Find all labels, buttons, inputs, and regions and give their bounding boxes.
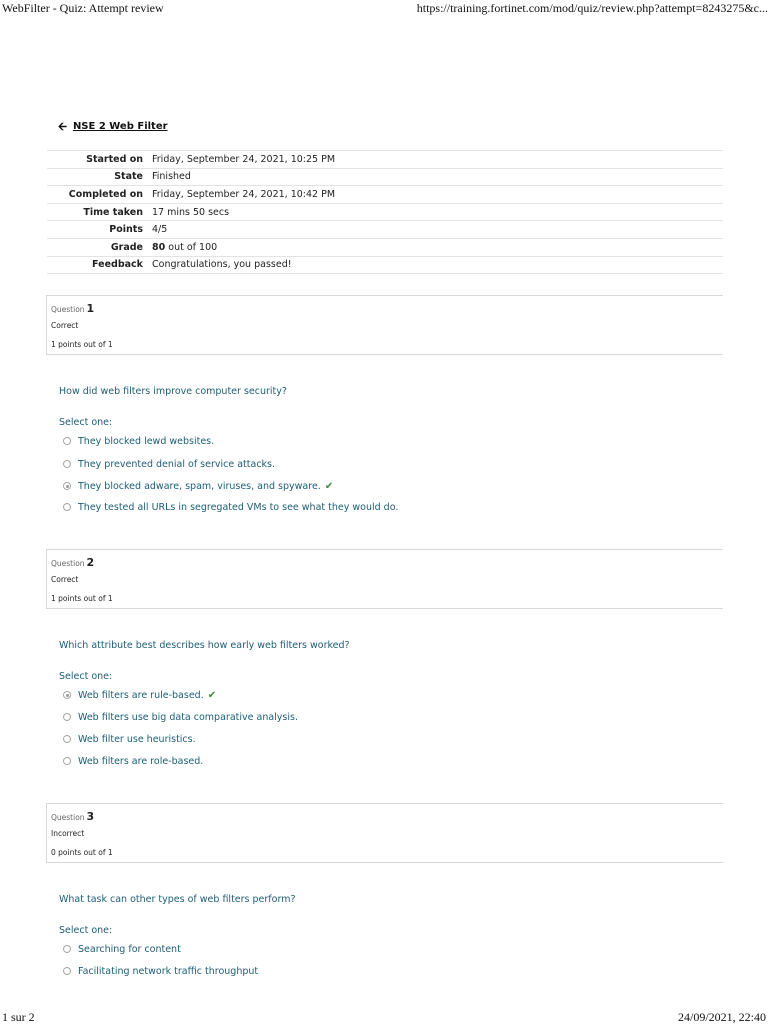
answer-option-label: Web filters are rule-based. — [78, 689, 204, 701]
summary-row-grade — [47, 238, 723, 256]
summary-row-points — [47, 221, 723, 239]
grade-out-of: out of 100 — [168, 241, 218, 253]
summary-label: Started on — [47, 151, 152, 169]
radio-button[interactable] — [63, 757, 71, 765]
grade-score: 80 — [152, 241, 166, 253]
radio-button[interactable] — [63, 437, 71, 445]
answer-option-label: Facilitating network traffic throughput — [78, 965, 259, 977]
radio-button-checked[interactable] — [63, 482, 71, 490]
question-number: Question 2 — [51, 556, 95, 569]
question-text: What task can other types of web filters perform? — [59, 894, 296, 905]
summary-value: 17 mins 50 secs — [152, 203, 723, 221]
summary-value — [152, 238, 723, 256]
answer-option-selected[interactable] — [63, 688, 216, 702]
answer-option[interactable] — [63, 457, 275, 471]
summary-value: 4/5 — [152, 221, 723, 239]
select-one-prompt: Select one: — [59, 671, 113, 682]
checkmark-icon: ✔ — [324, 480, 334, 492]
answer-option[interactable] — [63, 942, 181, 956]
summary-value: Congratulations, you passed! — [152, 256, 723, 274]
answer-option-label: Web filters use big data comparative analysis. — [78, 711, 298, 723]
question-text: Which attribute best describes how early web filters worked? — [59, 640, 350, 651]
answer-option-selected[interactable] — [63, 479, 333, 493]
question-number: Question 3 — [51, 810, 95, 823]
summary-row-feedback — [47, 256, 723, 274]
question-state: Incorrect — [51, 829, 85, 838]
answer-option-label: Searching for content — [78, 943, 181, 955]
question-info-box — [46, 549, 723, 609]
answer-option[interactable] — [63, 710, 298, 724]
print-datetime: 24/09/2021, 22:40 — [677, 1010, 766, 1024]
radio-button[interactable] — [63, 967, 71, 975]
select-one-prompt: Select one: — [59, 417, 113, 428]
summary-label: Feedback — [47, 256, 152, 274]
back-to-course-link[interactable] — [58, 121, 168, 132]
question-state: Correct — [51, 575, 79, 584]
print-page-number: 1 sur 2 — [2, 1010, 35, 1024]
answer-option-label: Web filter use heuristics. — [78, 733, 196, 745]
answer-option[interactable] — [63, 754, 203, 768]
question-info-box — [46, 803, 723, 863]
checkmark-icon: ✔ — [207, 689, 217, 701]
summary-row-state — [47, 168, 723, 186]
summary-value: Friday, September 24, 2021, 10:25 PM — [152, 151, 723, 169]
radio-button-checked[interactable] — [63, 691, 71, 699]
answer-option-label: They tested all URLs in segregated VMs to see what they would do. — [78, 501, 399, 513]
answer-option[interactable] — [63, 500, 398, 514]
summary-value: Finished — [152, 168, 723, 186]
question-info-box — [46, 295, 723, 355]
radio-button[interactable] — [63, 713, 71, 721]
summary-row-time-taken — [47, 203, 723, 221]
answer-option[interactable] — [63, 434, 214, 448]
question-text: How did web filters improve computer security? — [59, 386, 287, 397]
question-grade: 1 points out of 1 — [51, 594, 113, 603]
radio-button[interactable] — [63, 735, 71, 743]
print-page-url: https://training.fortinet.com/mod/quiz/review.php?attempt=8243275&c... — [416, 1, 768, 15]
answer-option-label: They prevented denial of service attacks. — [78, 458, 276, 470]
summary-label: Time taken — [47, 203, 152, 221]
print-page-title: WebFilter - Quiz: Attempt review — [2, 1, 164, 15]
arrow-left-icon: 🡨 — [58, 120, 67, 133]
answer-option[interactable] — [63, 732, 196, 746]
answer-option-label: Web filters are role-based. — [78, 755, 204, 767]
question-state: Correct — [51, 321, 79, 330]
answer-option-label: They blocked lewd websites. — [78, 435, 215, 447]
radio-button[interactable] — [63, 460, 71, 468]
summary-label: Completed on — [47, 186, 152, 204]
answer-option[interactable] — [63, 964, 258, 978]
summary-row-completed-on — [47, 186, 723, 204]
summary-label: Grade — [47, 238, 152, 256]
select-one-prompt: Select one: — [59, 925, 113, 936]
summary-value: Friday, September 24, 2021, 10:42 PM — [152, 186, 723, 204]
summary-row-started-on — [47, 151, 723, 169]
question-grade: 1 points out of 1 — [51, 340, 113, 349]
radio-button[interactable] — [63, 503, 71, 511]
radio-button[interactable] — [63, 945, 71, 953]
question-grade: 0 points out of 1 — [51, 848, 113, 857]
print-header — [0, 1, 768, 17]
summary-label: State — [47, 168, 152, 186]
answer-option-label: They blocked adware, spam, viruses, and spyware. — [78, 480, 321, 492]
attempt-summary-table — [47, 150, 723, 274]
back-link-label[interactable]: NSE 2 Web Filter — [72, 121, 168, 132]
question-number: Question 1 — [51, 302, 95, 315]
summary-label: Points — [47, 221, 152, 239]
